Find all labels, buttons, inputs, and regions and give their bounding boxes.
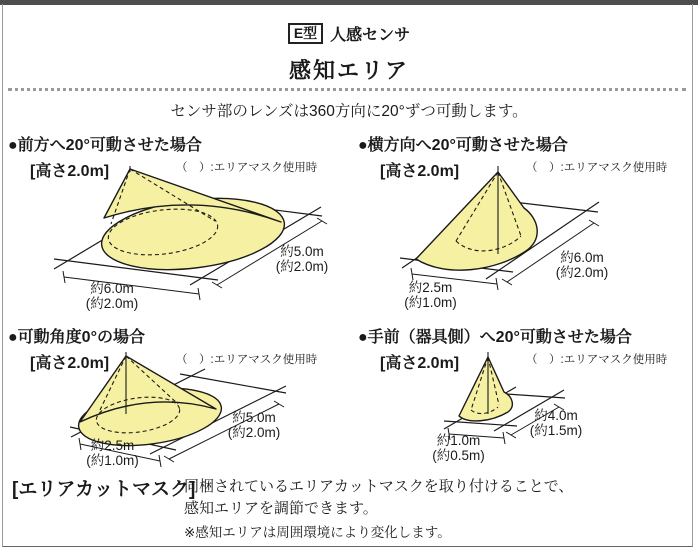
- section-heading: ●横方向へ20°可動させた場合: [358, 137, 568, 154]
- section-no-tilt: [8, 324, 352, 470]
- intro-text: センサ部のレンズは360方向に20°ずつ可動します。: [170, 103, 528, 120]
- dimension-value: 約1.0m: [436, 433, 481, 448]
- section-heading: ●前方へ20°可動させた場合: [8, 137, 202, 154]
- dimension-value: 約6.0m: [90, 281, 134, 296]
- dimension-mask-value: (約2.0m): [85, 296, 139, 311]
- section-rear-tilt: [358, 324, 694, 470]
- area-cut-mask-label: [エリアカットマスク]: [12, 479, 196, 500]
- area-mask-note: （ ）:エリアマスク使用時: [526, 162, 668, 174]
- dimension-label-front: [66, 281, 158, 311]
- dimension-value: 約2.5m: [90, 438, 135, 453]
- dimension-label-front: [70, 438, 155, 468]
- dimension-value: 約6.0m: [560, 250, 604, 265]
- environment-note: ※感知エリアは周囲環境により変化します。: [184, 525, 451, 540]
- dimension-mask-value: (約2.0m): [227, 425, 281, 440]
- dimension-value: 約5.0m: [280, 244, 324, 259]
- sensor-cone: [459, 357, 512, 421]
- dimension-label-side: [208, 410, 300, 440]
- section-heading: ●手前（器具側）へ20°可動させた場合: [358, 329, 632, 346]
- header: [0, 22, 698, 85]
- dimension-mask-value: (約2.0m): [275, 259, 329, 274]
- dimension-label-front: [416, 433, 501, 463]
- mounting-height: [高さ2.0m]: [30, 163, 110, 180]
- area-mask-note: （ ）:エリアマスク使用時: [176, 162, 318, 174]
- dimension-mask-value: (約0.5m): [432, 448, 485, 463]
- sensor-label: 人感センサ: [330, 27, 411, 44]
- section-forward-tilt: [8, 132, 352, 320]
- dimension-mask-value: (約1.5m): [529, 423, 583, 438]
- description-line: 同梱されているエリアカットマスクを取り付けることで、: [184, 478, 574, 495]
- section-heading: ●可動角度0°の場合: [8, 329, 145, 346]
- area-cut-mask-description: [184, 476, 573, 544]
- dimension-label-side: [536, 250, 628, 280]
- dimension-label-front: [388, 280, 473, 310]
- mounting-height: [高さ2.0m]: [380, 163, 460, 180]
- sensor-cone: [416, 172, 537, 270]
- top-divider-bar: [0, 0, 698, 5]
- dimension-mask-value: (約2.0m): [555, 265, 609, 280]
- dimension-mask-value: (約1.0m): [86, 453, 139, 468]
- page-title: 感知エリア: [288, 58, 409, 83]
- area-mask-note: （ ）:エリアマスク使用時: [526, 354, 668, 366]
- dimension-mask-value: (約1.0m): [404, 295, 457, 310]
- dimension-value: 約4.0m: [534, 408, 578, 423]
- area-mask-note: （ ）:エリアマスク使用時: [176, 354, 318, 366]
- section-side-tilt: [358, 132, 694, 320]
- dotted-separator: [8, 88, 686, 91]
- dimension-label-side: [256, 244, 348, 274]
- dimension-value: 約5.0m: [232, 410, 276, 425]
- dimension-value: 約2.5m: [408, 280, 453, 295]
- mounting-height: [高さ2.0m]: [30, 355, 110, 372]
- sensor-type-row: [0, 22, 698, 45]
- mounting-height: [高さ2.0m]: [380, 355, 460, 372]
- dimension-label-side: [510, 408, 602, 438]
- description-line: 感知エリアを調節できます。: [184, 500, 378, 517]
- type-badge: E型: [288, 23, 323, 44]
